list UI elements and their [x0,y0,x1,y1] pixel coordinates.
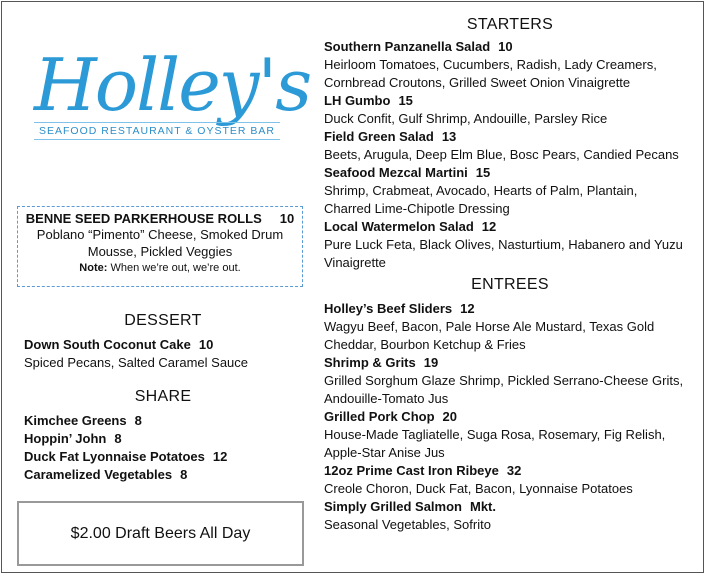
starter-item-price: 12 [481,219,497,234]
rolls-box [17,206,303,287]
entree-item [324,354,696,408]
menu-page [1,1,704,573]
starter-item-name: Local Watermelon Salad [324,219,474,234]
rolls-title: BENNE SEED PARKERHOUSE ROLLS [25,211,262,226]
menu-item-name [24,336,302,354]
starter-item-desc: Heirloom Tomatoes, Cucumbers, Radish, Lady Creamers, [324,57,657,72]
rolls-note-label: Note: [79,262,108,274]
starter-item-name: Seafood Mezcal Martini [324,165,468,180]
share-section [24,388,302,484]
entree-item-name: Shrimp & Grits [324,355,416,370]
rolls-desc-1: Poblano “Pimento” Cheese, Smoked Drum [36,227,284,242]
share-item [24,430,302,448]
starter-item-desc: Duck Confit, Gulf Shrimp, Andouille, Parsley Rice [324,111,608,126]
entree-item-name: Simply Grilled Salmon [324,499,462,514]
starter-item [324,164,696,218]
entree-item [324,300,696,354]
starters-title: STARTERS [466,16,554,33]
starter-item-desc: Shrimp, Crabmeat, Avocado, Hearts of Palm, Plantain, [324,183,638,198]
starter-item [324,92,696,128]
starter-item-price: 13 [441,129,457,144]
entree-item-price: 32 [506,463,522,478]
entree-item-name: Grilled Pork Chop [324,409,435,424]
entree-item-price: 19 [423,355,439,370]
share-item-name: Kimchee Greens [24,413,127,428]
starter-item-price: 15 [398,93,413,108]
dessert-item-name: Down South Coconut Cake [24,337,191,352]
starter-item-desc: Charred Lime-Chipotle Dressing [324,201,510,216]
rolls-desc-2: Mousse, Pickled Veggies [87,244,233,259]
share-item-name: Caramelized Vegetables [24,467,173,482]
share-item [24,412,302,430]
share-item-price: 8 [134,413,142,428]
entree-item-title [324,354,696,372]
starter-item-name: Field Green Salad [324,129,434,144]
entree-item-title [324,408,696,426]
starter-item-title [324,38,696,56]
starter-item-title [324,164,696,182]
entree-item-desc: Wagyu Beef, Bacon, Pale Horse Ale Mustard, Texas Gold [324,319,655,334]
rolls-note [18,262,302,274]
starter-item-desc: Vinaigrette [324,255,386,270]
logo-subtitle: SEAFOOD RESTAURANT & OYSTER BAR [34,122,280,140]
restaurant-logo [22,43,311,158]
share-item [24,448,302,466]
entree-item-desc: House-Made Tagliatelle, Suga Rosa, Rosemary, Fig Relish, [324,427,666,442]
entrees-title: ENTREES [471,276,549,293]
entree-item [324,462,696,498]
entree-item-name: Holley’s Beef Sliders [324,301,453,316]
entree-item-price: Mkt. [469,499,496,514]
starter-item-title [324,218,696,236]
starter-item [324,38,696,92]
rolls-price: 10 [279,211,295,226]
entree-item-title [324,462,696,480]
share-item-price: 8 [180,467,188,482]
starter-item-desc: Beets, Arugula, Deep Elm Blue, Bosc Pears, Candied Pecans [324,147,679,162]
share-item-name: Hoppin’ John [24,431,107,446]
share-item [24,466,302,484]
rolls-title-line [18,211,302,226]
dessert-section [24,312,302,372]
starter-item-desc: Pure Luck Feta, Black Olives, Nasturtium, Habanero and Yuzu [324,237,683,252]
right-column [324,16,696,534]
entree-item-desc: Seasonal Vegetables, Sofrito [324,517,491,532]
share-item-price: 12 [212,449,228,464]
starter-item [324,218,696,272]
entree-item-price: 12 [460,301,475,316]
logo-wordmark: Holley's [34,43,311,127]
entree-item-name: 12oz Prime Cast Iron Ribeye [324,463,499,478]
beer-banner: $2.00 Draft Beers All Day [17,501,304,566]
starter-item-title [324,128,696,146]
entree-item-title [324,498,696,516]
starter-item [324,128,696,164]
entree-item-desc: Grilled Sorghum Glaze Shrimp, Pickled Serrano-Cheese Grits, [324,373,684,388]
entree-item-desc: Cheddar, Bourbon Ketchup & Fries [324,337,526,352]
dessert-item-price: 10 [198,337,214,352]
starter-item-title [324,92,696,110]
dessert-item-desc: Spiced Pecans, Salted Caramel Sauce [24,355,249,370]
entree-item-price: 20 [442,409,457,424]
starter-item-name: Southern Panzanella Salad [324,39,491,54]
share-item-name: Duck Fat Lyonnaise Potatoes [24,449,205,464]
starter-item-price: 10 [498,39,513,54]
share-title: SHARE [134,388,192,405]
entree-item [324,498,696,534]
starter-item-name: LH Gumbo [324,93,391,108]
entree-item-desc: Apple-Star Anise Jus [324,445,445,460]
entree-item-desc: Andouille-Tomato Jus [324,391,449,406]
entree-item [324,408,696,462]
dessert-title: DESSERT [124,312,202,329]
entree-item-desc: Creole Choron, Duck Fat, Bacon, Lyonnaise Potatoes [324,481,633,496]
starter-item-price: 15 [475,165,491,180]
rolls-note-text: When we’re out, we’re out. [107,262,241,274]
starter-item-desc: Cornbread Croutons, Grilled Sweet Onion Vinaigrette [324,75,631,90]
share-item-price: 8 [114,431,122,446]
entree-item-title [324,300,696,318]
